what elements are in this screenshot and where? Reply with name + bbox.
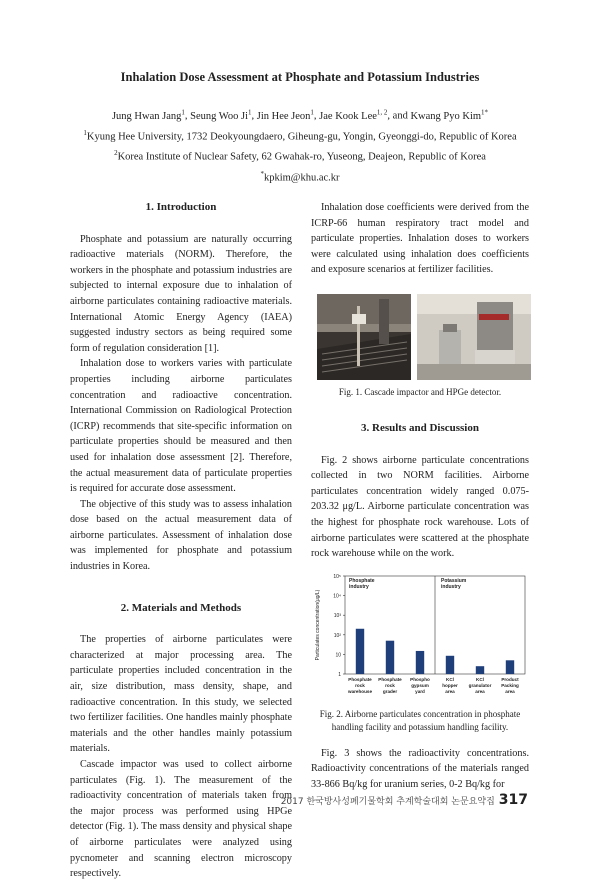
- category-label: granulator: [468, 682, 492, 688]
- group-label: Phosphate: [349, 577, 375, 584]
- figure-2-caption: Fig. 2. Airborne particulates concentration in phosphate handling facility and potassium handling facility.: [319, 708, 521, 732]
- group-label: industry: [349, 583, 369, 590]
- group-label: industry: [441, 583, 461, 590]
- category-label: rock: [385, 682, 395, 688]
- author-name: Jae Kook Lee$^{1, 2}$: [319, 108, 388, 122]
- category-label: Phospho: [410, 676, 430, 682]
- y-axis-label: Particulates concentration(μg/L): [315, 589, 321, 661]
- methods-paragraph: The properties of airborne particulates were characterized at major processing area. The particulate properties included concentration in the air, size distribution, mass density, shape, and radioactive concentration. In this study, we selected two fertilizer facilities. One handles mainly phosphate materials and the other handles mainly potassium materials.: [70, 634, 292, 755]
- category-label: Phosphate: [348, 676, 372, 682]
- results-heading: 3. Results and Discussion: [361, 421, 479, 434]
- author-list: Jung Hwan Jang$^1$, Seung Woo Ji$^1$, Jin Hee Jeon$^1$, Jae Kook Lee$^{1, 2}$, and Kwang Pyo Kim$^{1*}$: [111, 108, 489, 122]
- category-label: warehouse: [348, 688, 372, 694]
- category-label: area: [475, 688, 485, 694]
- affiliation-1: $^1$Kyung Hee University, 1732 Deokyoungdaero, Giheung-gu, Yongin, Gyeonggi-do, Republic of Korea: [83, 128, 517, 142]
- category-label: KCl: [476, 676, 484, 682]
- group-label: Potassium: [441, 577, 467, 584]
- y-tick-label: 10²: [333, 632, 341, 639]
- author-block: [0, 104, 600, 186]
- category-label: grader: [382, 688, 398, 694]
- corresponding-email: *kpkim@khu.ac.kr: [260, 169, 340, 183]
- category-label: area: [505, 688, 515, 694]
- author-name: Seung Woo Ji$^1$: [190, 108, 252, 122]
- affiliation-2: $^2$Korea Institute of Nuclear Safety, 62 Gwahak-ro, Yuseong, Deajeon, Republic of Korea: [114, 149, 486, 163]
- category-label: Product: [501, 676, 519, 682]
- intro-paragraph: Inhalation dose to workers varies with particulate properties including airborne particulates concentration and radioactive concentration. International Commission on Radiological Protection (ICRP) recommends that site-specific information on particulate properties should be measured and then used for inhalation dose assessment [2]. Therefore, the actual measurement data of particulate properties is required for accurate dose assessment.: [70, 358, 292, 495]
- bar: [356, 628, 364, 673]
- category-label: gypsum: [411, 682, 429, 688]
- category-label: rock: [355, 682, 365, 688]
- category-label: area: [445, 688, 455, 694]
- y-tick-label: 10⁴: [333, 593, 341, 600]
- methods-paragraph: Cascade impactor was used to collect airborne particulates (Fig. 1). The measurement of the radioactivity concentration of materials taken from the major process was performed using HPGe detector (Fig. 1). The mass density and physical shape of airborne particulates were analyzed using pycnometer and scanning electron microscopy respectively.: [70, 759, 292, 880]
- methods-continued-paragraph: Inhalation dose coefficients were derived from the ICRP-66 human respiratory tract model and particulate properties. Inhalation doses to workers were calculated using inhalation does coefficients and exposure scenarios at fertilizer facilities.: [311, 202, 529, 276]
- author-name: Jung Hwan Jang$^1$: [111, 108, 185, 122]
- cascade-impactor-photo: [317, 294, 411, 380]
- footer-text: 2017 한국방사성폐기물학회 추계학술대회 논문요약집: [280, 797, 495, 807]
- category-label: Packing: [501, 682, 519, 688]
- bar: [416, 651, 424, 674]
- bar: [476, 666, 484, 674]
- right-column: [311, 200, 529, 793]
- category-label: hopper: [442, 682, 458, 688]
- bar: [386, 640, 394, 673]
- page-footer: [281, 792, 528, 808]
- category-label: Phosphate: [378, 676, 402, 682]
- methods-heading: 2. Materials and Methods: [120, 601, 242, 614]
- y-tick-label: 10: [335, 652, 341, 659]
- y-tick-label: 10⁵: [333, 573, 341, 580]
- category-label: KCl: [446, 676, 454, 682]
- intro-paragraph: The objective of this study was to assess inhalation dose based on the actual measurement data of airborne particulates. Assessment of inhalation dose was implemented for phosphate and potassium industries in Korea.: [70, 498, 292, 573]
- results-paragraph: Fig. 2 shows airborne particulate concentrations collected in two NORM facilities. Airborne particulates concentration widely ranged 0.075-203.32 μg/L. Airborne particulate concentration was the highest for phosphate rock warehouse. Lots of airborne particulates were scattered at the phosphate rock warehouse while on the work.: [311, 454, 529, 560]
- hpge-detector-photo: [417, 294, 531, 380]
- category-label: yard: [415, 688, 425, 694]
- figure-1-caption: Fig. 1. Cascade impactor and HPGe detector.: [338, 386, 502, 397]
- left-column: [70, 200, 292, 882]
- results-paragraph: Fig. 3 shows the radioactivity concentrations. Radioactivity concentrations of the materials ranged 33-866 Bq/kg for uranium series, 0-2 Bq/kg for: [311, 747, 529, 790]
- author-name: Kwang Pyo Kim$^{1*}$: [410, 108, 489, 122]
- bar: [446, 656, 454, 674]
- figure-1-photos: [317, 294, 531, 380]
- author-name: Jin Hee Jeon$^1$: [256, 108, 314, 122]
- intro-paragraph: Phosphate and potassium are naturally occurring radioactive materials (NORM). Therefore, the workers in the phosphate and potassium industries are subjected to internal exposure due to inhalation of airborne particulates containing radioactive materials. International Atomic Energy Agency (IAEA) suggested industry sectors as being required some form of regulation consideration [1].: [70, 233, 292, 354]
- bar: [506, 660, 514, 674]
- y-tick-label: 10³: [333, 612, 341, 619]
- figure-2-chart: [311, 572, 529, 702]
- page-number: 317: [498, 792, 528, 808]
- introduction-heading: 1. Introduction: [145, 201, 217, 213]
- bar-chart: [311, 572, 529, 702]
- y-tick-label: 1: [338, 671, 341, 678]
- paper-title: Inhalation Dose Assessment at Phosphate and Potassium Industries: [120, 70, 480, 84]
